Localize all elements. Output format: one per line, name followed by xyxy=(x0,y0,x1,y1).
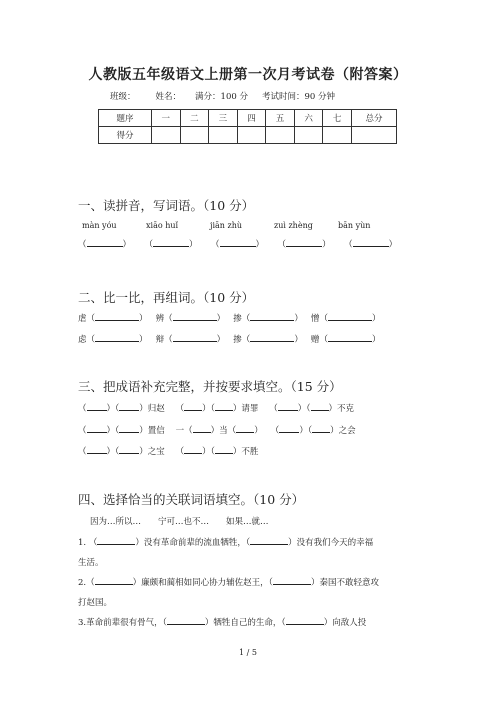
answer-blank[interactable] xyxy=(167,616,205,625)
pinyin-item: bān yùn xyxy=(338,221,371,230)
answer-blank[interactable] xyxy=(95,333,139,342)
idiom-part: 一 xyxy=(175,426,185,436)
character: 憎 xyxy=(310,314,320,324)
answer-blank[interactable] xyxy=(286,238,322,247)
answer-blank[interactable] xyxy=(328,333,372,342)
answer-blank[interactable] xyxy=(87,424,107,433)
question-number: 2. xyxy=(78,578,87,588)
compare-row: 虑（ ） 辩（ ） 掺（ ） 赠（ ） xyxy=(78,335,381,345)
score-cell[interactable] xyxy=(266,127,295,144)
answer-blank[interactable] xyxy=(250,333,294,342)
section-4-title: 四、选择恰当的关联词语填空。（10 分） xyxy=(78,492,305,507)
answer-blank[interactable] xyxy=(119,445,139,454)
score-cell[interactable] xyxy=(294,127,323,144)
table-cell: 五 xyxy=(266,110,295,127)
character: 赠 xyxy=(310,335,320,345)
pinyin-item: zuì zhèng xyxy=(274,221,313,230)
character: 辩 xyxy=(155,335,165,345)
answer-blank[interactable] xyxy=(312,424,330,433)
compare-row: 虐（ ） 辨（ ） 掺（ ） 憎（ ） xyxy=(78,314,381,324)
answer-blank[interactable] xyxy=(328,312,372,321)
question-2: 2.（ ）廉颇和蔺相如同心协力辅佐赵王，（ ）秦国不敢轻意攻 xyxy=(78,578,379,588)
question-text: 3.革命前辈很有骨气， xyxy=(78,618,163,628)
idiom-part: 之宝 xyxy=(147,447,165,457)
answer-blanks-row: （ ） （ ） （ ） （ ） （ ） xyxy=(78,240,398,250)
question-text: 秦国不敢轻意攻 xyxy=(319,578,379,588)
answer-blank[interactable] xyxy=(184,402,202,411)
answer-blank[interactable] xyxy=(286,616,324,625)
table-cell: 二 xyxy=(180,110,209,127)
name-label: 姓名： xyxy=(155,92,182,102)
answer-blank[interactable] xyxy=(87,238,123,247)
page-number: 1 / 5 xyxy=(239,648,257,657)
pinyin-item: jiān zhù xyxy=(210,221,243,230)
idiom-row: （ ）（ ）置信 一（ ）当（ ） （ ）（ ）之会 xyxy=(78,426,356,436)
score-cell[interactable] xyxy=(237,127,266,144)
answer-blank[interactable] xyxy=(250,312,294,321)
answer-blank[interactable] xyxy=(278,402,298,411)
answer-blank[interactable] xyxy=(87,402,107,411)
question-number: 1. xyxy=(78,538,87,548)
exam-time: 考试时间：90 分钟 xyxy=(261,92,335,102)
score-cell[interactable] xyxy=(152,127,181,144)
score-cell[interactable] xyxy=(209,127,238,144)
answer-blank[interactable] xyxy=(173,312,217,321)
table-row xyxy=(99,127,397,144)
table-cell: 总分 xyxy=(352,110,397,127)
pinyin-row xyxy=(82,221,402,230)
score-cell[interactable] xyxy=(323,127,352,144)
question-text: 没有我们今天的幸福 xyxy=(296,538,374,548)
table-cell: 三 xyxy=(209,110,238,127)
idiom-part: 不胜 xyxy=(241,447,259,457)
score-cell[interactable] xyxy=(180,127,209,144)
answer-blank[interactable] xyxy=(97,536,135,545)
table-cell: 一 xyxy=(152,110,181,127)
character: 掺 xyxy=(233,335,242,345)
answer-blank[interactable] xyxy=(184,445,202,454)
question-text: 牺牲自己的生命， xyxy=(213,618,282,628)
question-1: 1. （ ）没有革命前辈的流血牺牲，（ ）没有我们今天的幸福 xyxy=(78,538,374,548)
question-text: 没有革命前辈的流血牺牲， xyxy=(143,538,246,548)
score-cell[interactable] xyxy=(352,127,397,144)
character: 虐 xyxy=(78,314,87,324)
section-2-title: 二、比一比，再组词。（10 分） xyxy=(78,290,255,305)
answer-blank[interactable] xyxy=(236,424,254,433)
answer-blank[interactable] xyxy=(119,402,139,411)
answer-blank[interactable] xyxy=(273,576,311,585)
answer-blank[interactable] xyxy=(173,333,217,342)
page-title: 人教版五年级语文上册第一次月考试卷（附答案） xyxy=(88,67,408,83)
question-3: 3.革命前辈很有骨气，（ ）牺牲自己的生命，（ ）向敌人投 xyxy=(78,618,367,628)
idiom-part: 归赵 xyxy=(147,404,165,414)
answer-blank[interactable] xyxy=(119,424,139,433)
answer-blank[interactable] xyxy=(215,402,233,411)
table-cell: 四 xyxy=(237,110,266,127)
section-1-title: 一、读拼音，写词语。（10 分） xyxy=(78,198,255,213)
table-cell: 七 xyxy=(323,110,352,127)
idiom-part: 不克 xyxy=(337,404,355,414)
answer-blank[interactable] xyxy=(87,445,107,454)
score-table xyxy=(98,109,397,144)
table-cell: 题序 xyxy=(99,110,152,127)
answer-blank[interactable] xyxy=(353,238,389,247)
character: 掺 xyxy=(233,314,242,324)
answer-blank[interactable] xyxy=(95,312,139,321)
answer-blank[interactable] xyxy=(95,576,133,585)
idiom-row: （ ）（ ）之宝 （ ）（ ）不胜 xyxy=(78,447,259,457)
section-3-title: 三、把成语补充完整，并按要求填空。（15 分） xyxy=(78,379,342,394)
character: 虑 xyxy=(78,335,87,345)
question-text: 廉颇和蔺相如同心协力辅佐赵王， xyxy=(141,578,269,588)
conjunction-options: 因为…所以… 宁可…也不… 如果…就… xyxy=(90,517,269,527)
class-label: 班级： xyxy=(110,92,136,102)
character: 辨 xyxy=(155,314,165,324)
pinyin-item: xiāo huǐ xyxy=(146,221,179,230)
question-1-cont: 生活。 xyxy=(78,558,104,568)
exam-info xyxy=(110,90,349,102)
answer-blank[interactable] xyxy=(215,445,233,454)
question-2-cont: 打赵国。 xyxy=(78,598,113,608)
answer-blank[interactable] xyxy=(250,536,288,545)
idiom-part: 置信 xyxy=(147,426,165,436)
question-text: 向敌人投 xyxy=(332,618,367,628)
idiom-part: 请罪 xyxy=(241,404,259,414)
table-cell: 得分 xyxy=(99,127,152,144)
answer-blank[interactable] xyxy=(220,238,256,247)
pinyin-item: màn yóu xyxy=(82,221,117,230)
answer-blank[interactable] xyxy=(153,238,189,247)
idiom-part: 当 xyxy=(219,426,228,436)
table-row xyxy=(99,110,397,127)
full-score: 满分：100 分 xyxy=(195,92,248,102)
answer-blank[interactable] xyxy=(279,424,299,433)
idiom-part: 之会 xyxy=(338,426,356,436)
answer-blank[interactable] xyxy=(193,424,211,433)
idiom-row: （ ）（ ）归赵 （ ）（ ）请罪 （ ）（ ）不克 xyxy=(78,404,355,414)
answer-blank[interactable] xyxy=(311,402,329,411)
table-cell: 六 xyxy=(294,110,323,127)
